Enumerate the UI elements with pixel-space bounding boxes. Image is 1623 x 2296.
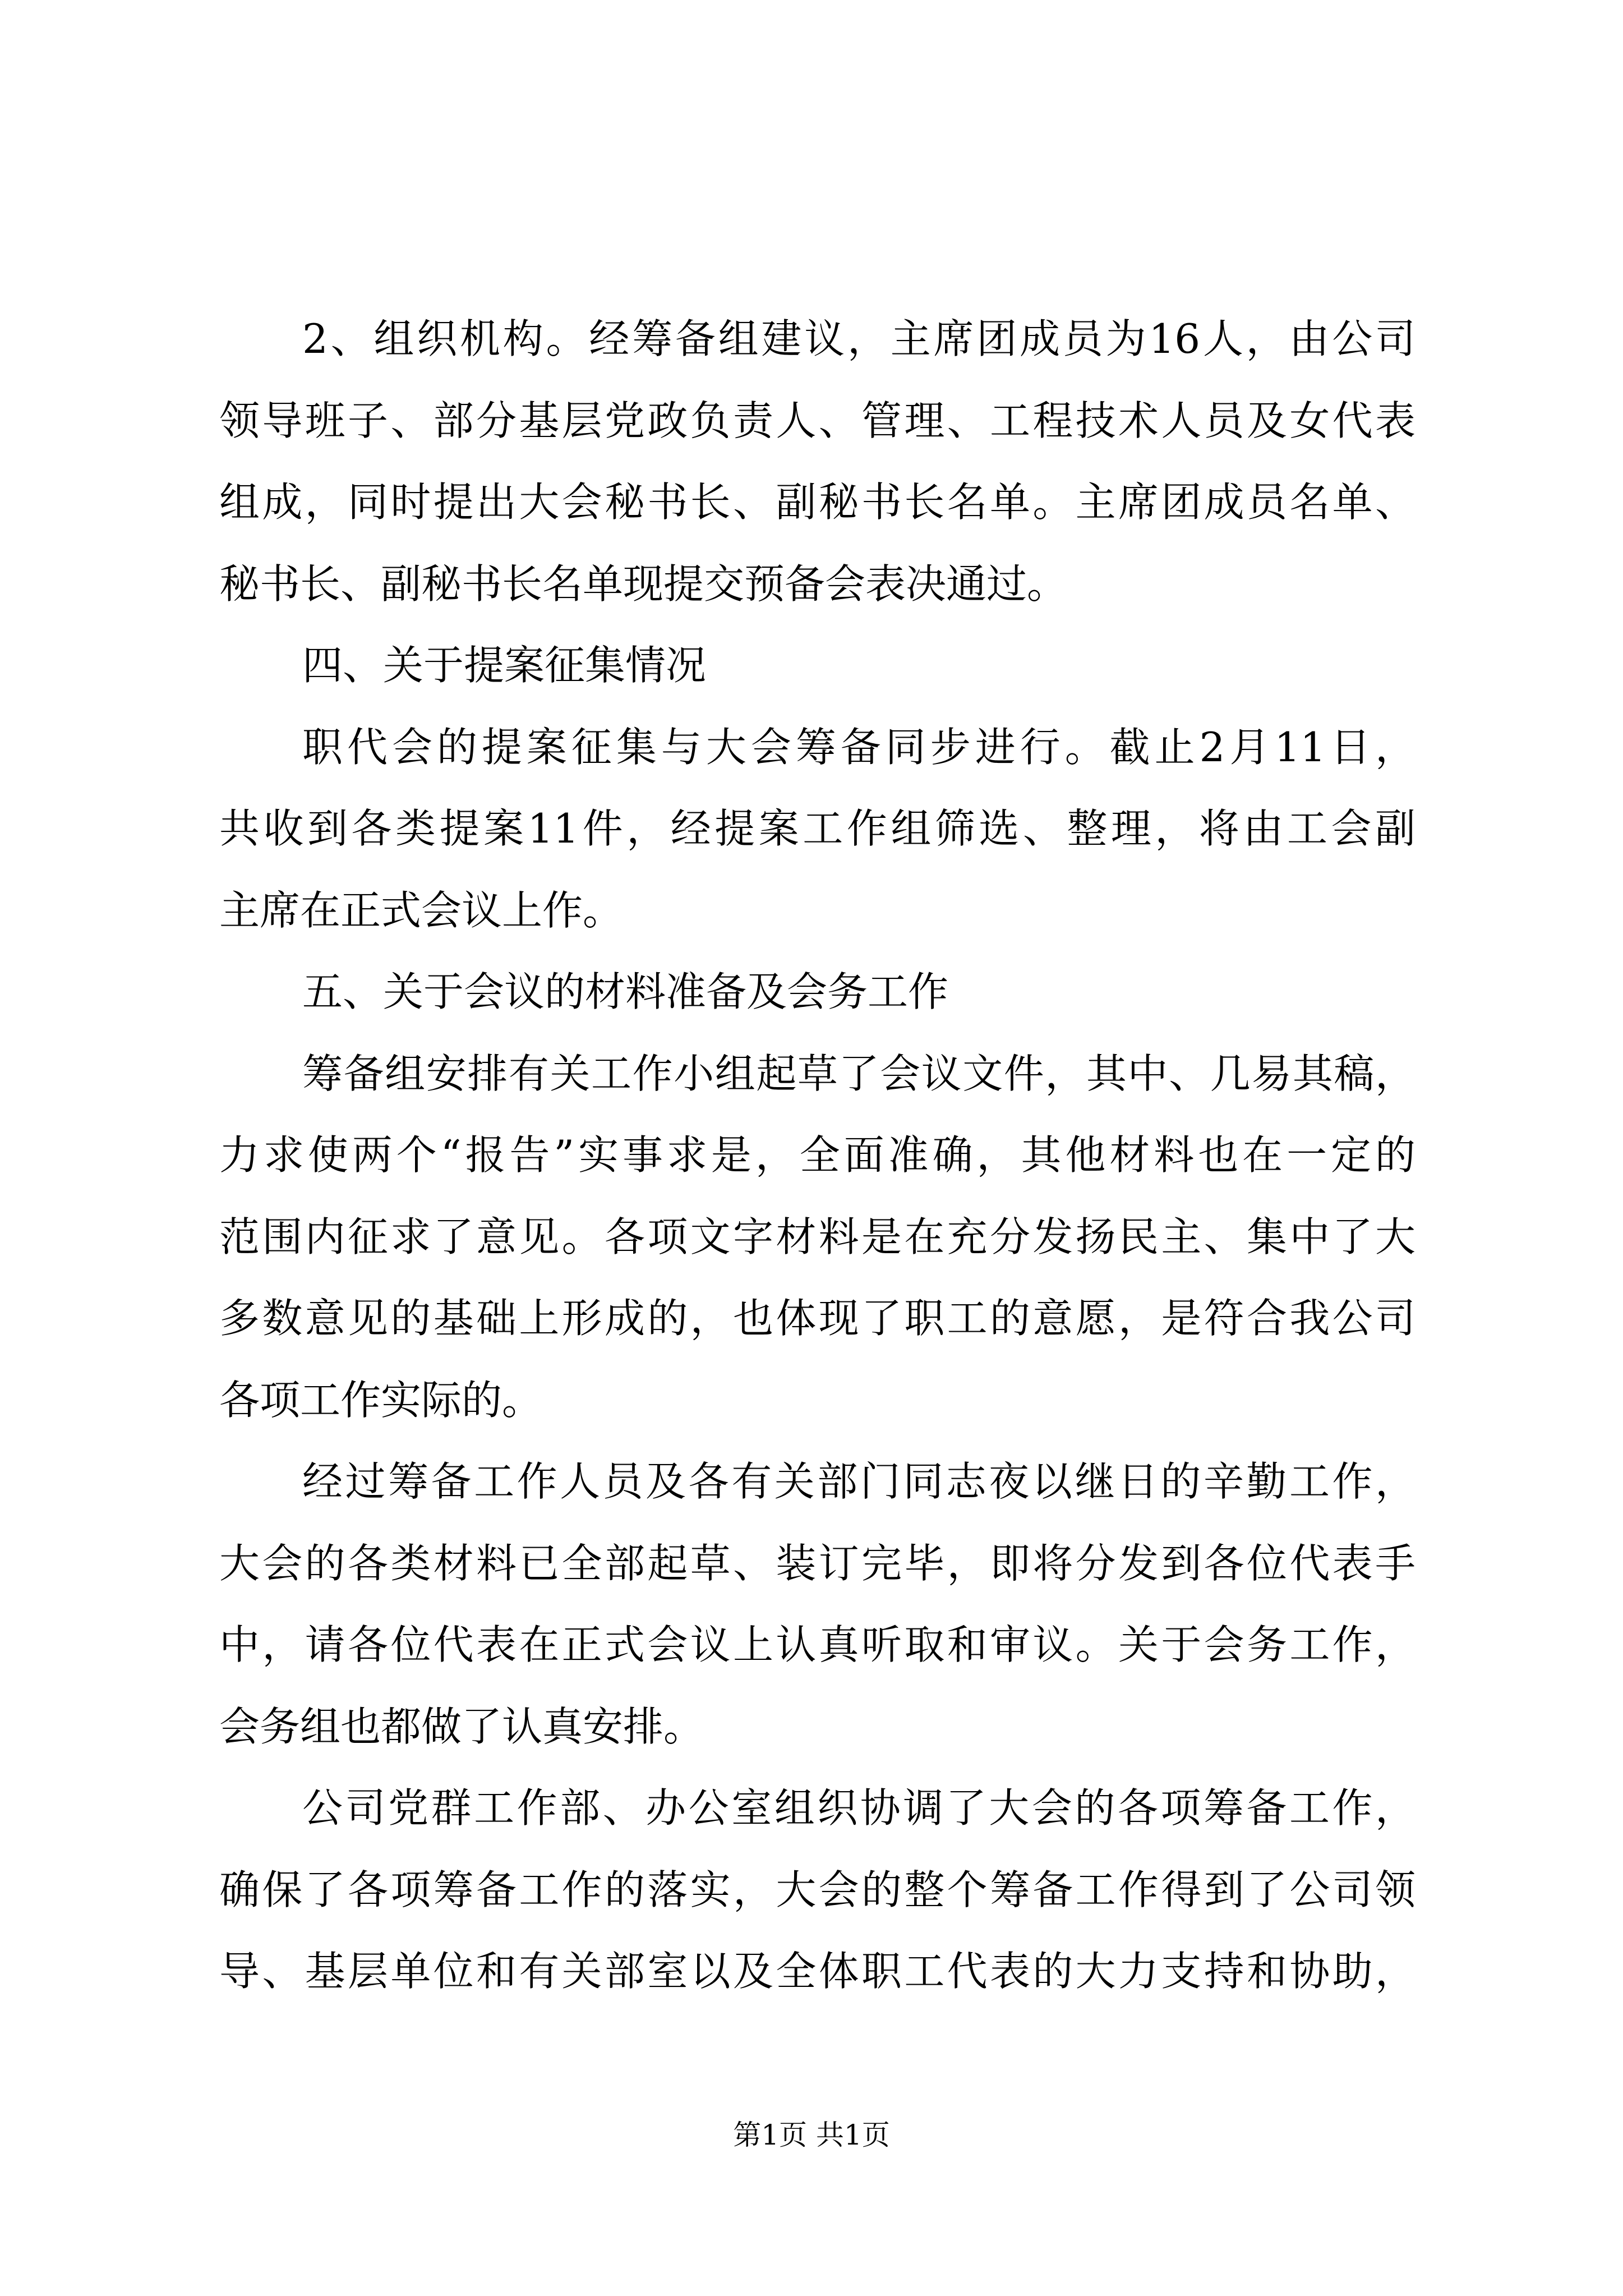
paragraph <box>219 1441 1415 1768</box>
text-line: 领导班子、部分基层党政负责人、管理、工程技术人员及女代表 <box>219 397 1415 444</box>
text-line: 范围内征求了意见。各项文字材料是在充分发扬民主、集中了大 <box>219 1213 1415 1260</box>
text-line: 五、关于会议的材料准备及会务工作 <box>302 968 949 1015</box>
section-heading <box>219 951 1415 1033</box>
paragraph <box>219 298 1415 625</box>
text-line: 会务组也都做了认真安排。 <box>219 1703 704 1750</box>
text-line: 导、基层单位和有关部室以及全体职工代表的大力支持和协助， <box>219 1948 1415 1995</box>
text-line: 大会的各类材料已全部起草、装订完毕，即将分发到各位代表手 <box>219 1539 1415 1587</box>
text-line: 主席在正式会议上作。 <box>219 886 624 934</box>
text-line: 筹备组安排有关工作小组起草了会议文件，其中、几易其稿， <box>302 1050 1415 1097</box>
text-line: 中，请各位代表在正式会议上认真听取和审议。关于会务工作， <box>219 1621 1415 1668</box>
text-line: 2、组织机构。经筹备组建议，主席团成员为16人，由公司 <box>302 315 1415 362</box>
text-line: 组成，同时提出大会秘书长、副秘书长名单。主席团成员名单、 <box>219 478 1415 526</box>
text-line: 力求使两个“报告”实事求是，全面准确，其他材料也在一定的 <box>219 1131 1415 1179</box>
paragraph <box>219 1033 1415 1442</box>
text-line: 确保了各项筹备工作的落实，大会的整个筹备工作得到了公司领 <box>219 1866 1415 1913</box>
text-line: 公司党群工作部、办公室组织协调了大会的各项筹备工作， <box>302 1784 1415 1832</box>
text-line: 经过筹备工作人员及各有关部门同志夜以继日的辛勤工作， <box>302 1458 1415 1505</box>
text-line: 四、关于提案征集情况 <box>302 642 707 689</box>
document-body <box>219 298 1415 2013</box>
text-line: 职代会的提案征集与大会筹备同步进行。截止2月11日， <box>302 723 1415 771</box>
text-line: 秘书长、副秘书长名单现提交预备会表决通过。 <box>219 560 1068 608</box>
text-line: 多数意见的基础上形成的，也体现了职工的意愿，是符合我公司 <box>219 1295 1415 1342</box>
paragraph <box>219 707 1415 952</box>
text-line: 各项工作实际的。 <box>219 1376 543 1424</box>
page-footer: 第1页 共1页 <box>733 2119 890 2151</box>
section-heading <box>219 625 1415 707</box>
paragraph <box>219 1768 1415 2013</box>
text-line: 共收到各类提案11件，经提案工作组筛选、整理，将由工会副 <box>219 805 1415 852</box>
